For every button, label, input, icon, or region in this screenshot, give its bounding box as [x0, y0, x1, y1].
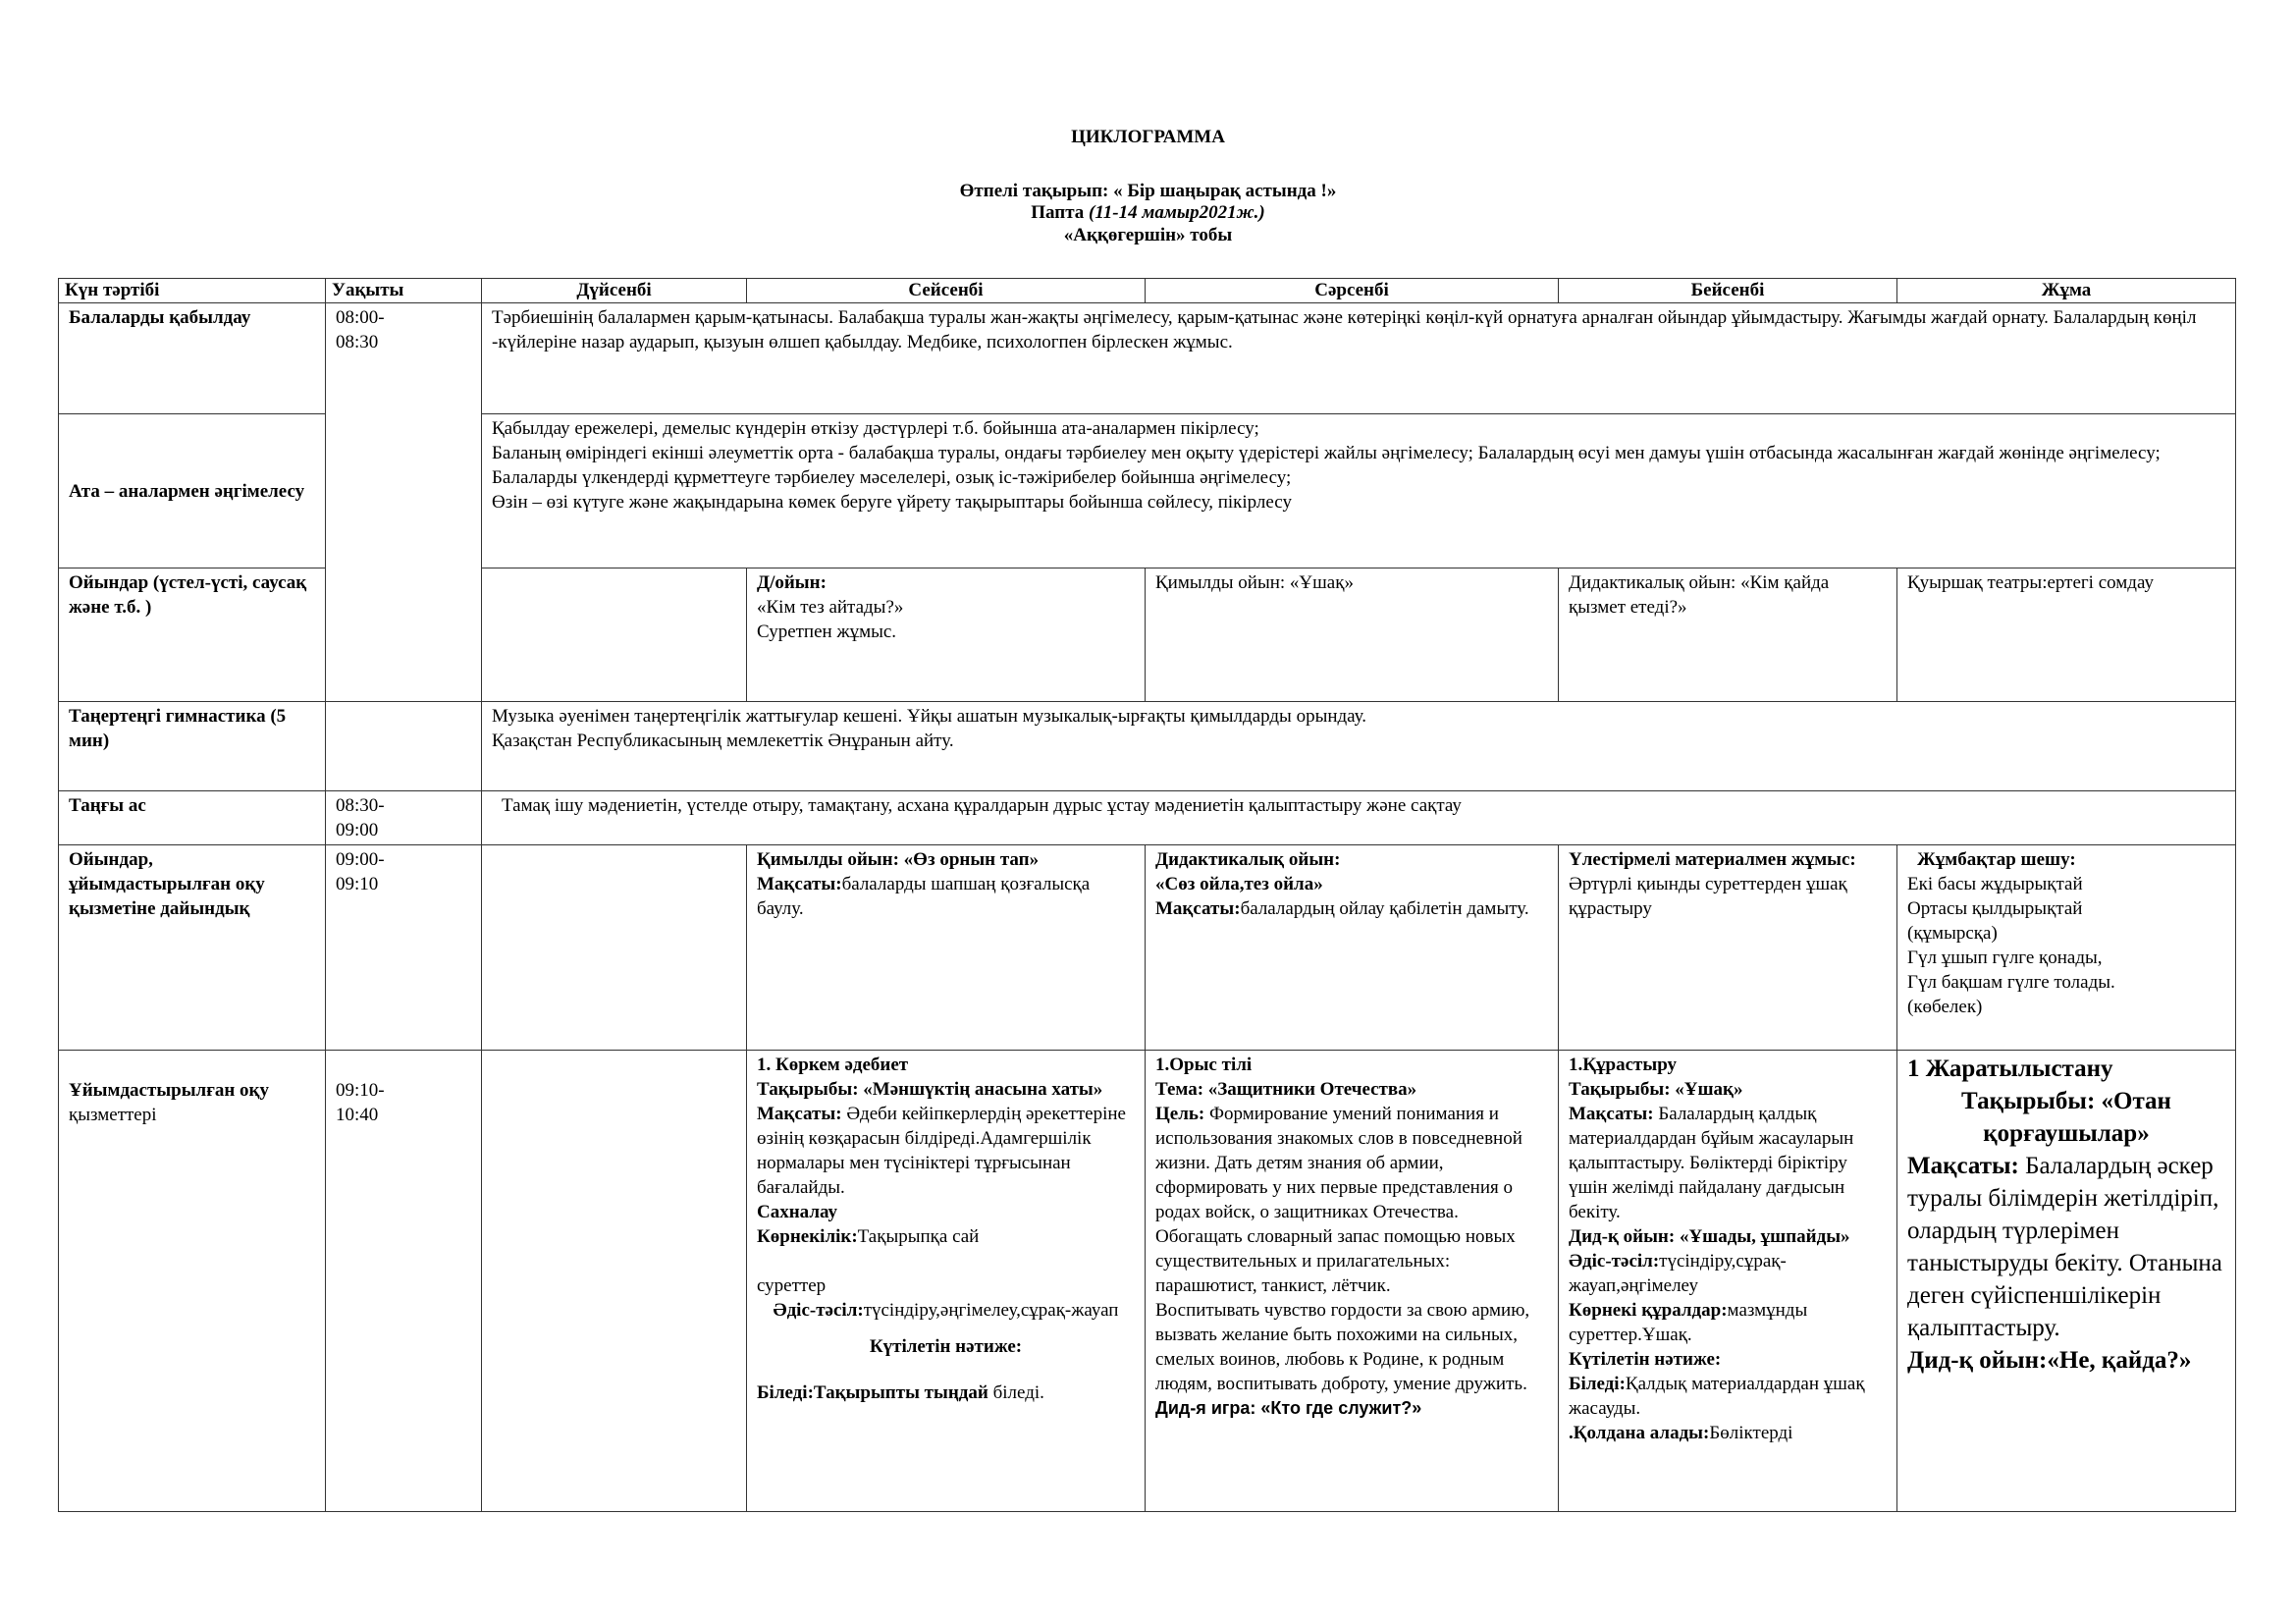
preparation-monday: [482, 845, 747, 1051]
theme-heading: Өтпелі тақырып: « Бір шаңырақ астында !»: [959, 181, 1337, 201]
games-tuesday-line: «Кім тез айтады?»: [757, 597, 904, 618]
time-end: 09:10: [336, 874, 379, 894]
prep-thursday-text: Әртүрлі қиынды суреттерден ұшақ құрастыру: [1569, 874, 1847, 919]
parents-line: Қабылдау ережелері, демелыс күндерін өткізу дәстүрлері т.б. бойынша ата-аналармен пікірлесу;: [492, 418, 1259, 439]
games-label: Ойындар (үстел-үсті, саусақ және т.б. ): [59, 568, 326, 702]
riddle-line: Гүл бақшам гүлге толады.: [1907, 972, 2115, 993]
games-wednesday: Қимылды ойын: «Ұшақ»: [1146, 568, 1559, 702]
riddle-line: Екі басы жұдырықтай: [1907, 874, 2083, 894]
method-text: түсіндіру,әңгімелеу,сұрақ-жауап: [863, 1300, 1119, 1321]
preparation-label: Ойындар, ұйымдастырылған оқу қызметіне дайындық: [59, 845, 326, 1051]
lesson-subject: 1 Жаратылыстану: [1907, 1056, 2113, 1082]
goal-label: Мақсаты:: [757, 874, 842, 894]
lesson-visual-2: суреттер: [757, 1275, 827, 1296]
lessons-friday: [1897, 1051, 2236, 1512]
goal-label: Мақсаты:: [1569, 1104, 1654, 1124]
games-thursday: Дидактикалық ойын: «Кім қайда қызмет етеді?»: [1559, 568, 1897, 702]
prep-wednesday-goal: [1155, 898, 1529, 919]
goal-label: Мақсаты:: [1155, 898, 1241, 919]
games-tuesday-line: Суретпен жұмыс.: [757, 622, 897, 642]
parents-line: Өзін – өзі күтуге және жақындарына көмек беруге үйрету тақырыптары бойынша сөйлесу, пікірлесу: [492, 492, 1292, 513]
col-header-friday: Жұма: [1897, 279, 2236, 303]
gymnastics-line: Қазақстан Республикасының мемлекеттік Әнұранын айту.: [492, 731, 954, 751]
preparation-thursday: [1559, 845, 1897, 1051]
reception-label: Балаларды қабылдау: [59, 303, 326, 414]
col-header-monday: Дүйсенбі: [482, 279, 747, 303]
row-lessons: [59, 1051, 2236, 1512]
col-header-schedule: Күн тәртібі: [59, 279, 326, 303]
knows-label: Біледі:Тақырыпты тыңдай: [757, 1382, 988, 1403]
lesson-visual: [757, 1224, 1135, 1249]
can-text: Бөліктерді: [1709, 1423, 1793, 1443]
row-breakfast: [59, 791, 2236, 845]
method-label: Әдіс-тәсіл:: [1569, 1251, 1660, 1272]
lesson-subject: 1. Көркем әдебиет: [757, 1055, 909, 1075]
riddle-line: (құмырсқа): [1907, 923, 1998, 944]
prep-thursday-title: Үлестірмелі материалмен жұмыс:: [1569, 849, 1856, 870]
breakfast-text: Тамақ ішу мәдениетін, үстелде отыру, тамақтану, асхана құралдарын дұрыс ұстау мәдениетін қалыптастыру және сақтау: [482, 791, 2236, 845]
games-friday: Қуыршақ театры:ертегі сомдау: [1897, 568, 2236, 702]
games-tuesday-title: Д/ойын:: [757, 572, 827, 593]
week-label: Папта: [1031, 202, 1085, 223]
reception-time: [326, 303, 482, 702]
gymnastics-label: Таңертеңгі гимнастика (5 мин): [59, 702, 326, 791]
goal-text: Әдеби кейіпкерлердің әрекеттеріне өзінің көзқарасын білдіреді.Адамгершілік нормалары мен түсініктері тұрғысынан бағалайды.: [757, 1104, 1126, 1198]
lesson-subject: 1.Құрастыру: [1569, 1055, 1678, 1075]
time-end: 08:30: [336, 332, 379, 352]
lesson-knows: [757, 1380, 1135, 1405]
games-tuesday: [747, 568, 1146, 702]
lessons-label: [59, 1051, 326, 1512]
lesson-goal: [1907, 1150, 2225, 1344]
row-gymnastics: [59, 702, 2236, 791]
reception-text: Тәрбиешінің балалармен қарым-қатынасы. Балабақша туралы жан-жақты әңгімелесу, қарым-қатынас және көтеріңкі көңіл-күй орнатуға арналған ойындар ұйымдастыру. Жағымды жағдай орнату. Балалардың көңіл -күйлеріне назар аударып, қызуын өлшеп қабылдау. Медбике, психологпен бірлескен жұмыс.: [482, 303, 2236, 414]
preparation-time: [326, 845, 482, 1051]
goal-text: Балалардың әскер туралы білімдерін жетілдіріп, олардың түрлерімен таныстыруды бекіту. Отанына деген сүйіспеншілікерін қалыптастыру.: [1907, 1153, 2222, 1341]
lesson-visual: [1569, 1298, 1887, 1347]
col-header-time: Уақыты: [326, 279, 482, 303]
knows-text: Қалдық материалдардан ұшақ жасауды.: [1569, 1374, 1865, 1419]
time-end: 10:40: [336, 1105, 379, 1125]
lesson-paragraph: Воспитывать чувство гордости за свою армию, вызвать желание быть похожими на сильных, смелых воинов, любовь к Родине, к родным людям, воспитывать доброту, умение дружить.: [1155, 1300, 1530, 1394]
lesson-paragraph: Обогащать словарный запас помощью новых существительных и прилагательных: парашютист, танкист, лётчик.: [1155, 1226, 1516, 1296]
riddle-line: Гүл ұшып гүлге қонады,: [1907, 947, 2103, 968]
parents-label: Ата – аналармен әңгімелесу: [59, 414, 326, 568]
gymnastics-text: [482, 702, 2236, 791]
lesson-staging: Сахналау: [757, 1202, 838, 1222]
lessons-wednesday: [1146, 1051, 1559, 1512]
lesson-game: Дид-қ ойын: «Ұшады, ұшпайды»: [1569, 1226, 1850, 1247]
riddle-line: (көбелек): [1907, 997, 1983, 1017]
document-title: ЦИКЛОГРАММА: [1071, 127, 1225, 147]
goal-text: Балалардың қалдық материалдардан бұйым жасауларын қалыптастыру. Бөліктерді біріктіру үшін желімді пайдалану дағдысын бекіту.: [1569, 1104, 1854, 1222]
time-end: 09:00: [336, 820, 379, 840]
prep-wednesday-subtitle: «Сөз ойла,тез ойла»: [1155, 874, 1323, 894]
lesson-goal: [1569, 1102, 1887, 1224]
lesson-topic: Тақырыбы: «Отан қорғаушылар»: [1961, 1088, 2171, 1147]
lesson-topic: Тақырыбы: «Мәншүктің анасына хаты»: [757, 1079, 1103, 1100]
goal-text: балалардың ойлау қабілетін дамыту.: [1240, 898, 1529, 919]
visual-label: Көрнекілік:: [757, 1226, 858, 1247]
visual-text: Тақырыпқа сай: [857, 1226, 980, 1247]
col-header-wednesday: Сәрсенбі: [1146, 279, 1559, 303]
lesson-topic: Тақырыбы: «Ұшақ»: [1569, 1079, 1743, 1100]
col-header-thursday: Бейсенбі: [1559, 279, 1897, 303]
knows-label: Біледі:: [1569, 1374, 1626, 1394]
lesson-method: [1569, 1249, 1887, 1298]
gymnastics-line: Музыка әуенімен таңертеңгілік жаттығулар кешені. Ұйқы ашатын музыкалық-ырғақты қимылдарды орындау.: [492, 706, 1366, 727]
visual-text: мазмұнды суреттер.Ұшақ.: [1569, 1300, 1808, 1345]
lesson-knows: [1569, 1372, 1887, 1421]
goal-label: Мақсаты:: [757, 1104, 842, 1124]
lessons-thursday: [1559, 1051, 1897, 1512]
lesson-goal: [757, 1102, 1135, 1200]
prep-tuesday-title: Қимылды ойын: «Өз орнын тап»: [757, 849, 1040, 870]
lessons-monday: [482, 1051, 747, 1512]
preparation-friday: [1897, 845, 2236, 1051]
table-header-row: [59, 279, 2236, 303]
parents-text: [482, 414, 2236, 568]
lessons-tuesday: [747, 1051, 1146, 1512]
lesson-method: [757, 1298, 1135, 1323]
col-header-tuesday: Сейсенбі: [747, 279, 1146, 303]
time-start: 09:10-: [336, 1080, 385, 1101]
lessons-time: [326, 1051, 482, 1512]
goal-label: Цель:: [1155, 1104, 1205, 1124]
preparation-tuesday: [747, 845, 1146, 1051]
time-start: 09:00-: [336, 849, 385, 870]
time-start: 08:00-: [336, 307, 385, 328]
prep-friday-title: Жұмбақтар шешу:: [1917, 849, 2076, 870]
lesson-game: Дид-қ ойын:«Не, қайда?»: [1907, 1347, 2192, 1374]
week-heading: [0, 202, 2296, 224]
goal-text: Формирование умений понимания и использования знакомых слов в повседневной жизни. Дать детям знания об армии, сформировать у них первые представления о родах войск, о защитниках Отечества.: [1155, 1104, 1522, 1222]
visual-label: Көрнекі құралдар:: [1569, 1300, 1728, 1321]
method-label: Әдіс-тәсіл:: [773, 1300, 864, 1321]
group-heading: «Аққөгершін» тобы: [1063, 225, 1233, 245]
goal-label: Мақсаты:: [1907, 1153, 2019, 1179]
lessons-label-bold: Ұйымдастырылған оқу: [69, 1080, 269, 1101]
schedule-table: [58, 278, 2236, 1512]
time-start: 08:30-: [336, 795, 385, 816]
row-reception: [59, 303, 2236, 414]
knows-text: біледі.: [988, 1382, 1044, 1403]
lessons-label-rest: қызметтері: [69, 1105, 157, 1125]
breakfast-label: Таңғы ас: [59, 791, 326, 845]
lesson-result: Күтілетін нәтиже:: [1569, 1349, 1722, 1370]
riddle-line: Ортасы қылдырықтай: [1907, 898, 2083, 919]
goal-text: балаларды шапшаң қозғалысқа баулу.: [757, 874, 1091, 919]
week-dates: (11-14 мамыр2021ж.): [1089, 202, 1265, 223]
lesson-game: Дид-я игра: «Кто где служит?»: [1155, 1398, 1422, 1418]
lesson-topic: Тема: «Защитники Отечества»: [1155, 1079, 1417, 1100]
lesson-result: Күтілетін нәтиже:: [869, 1336, 1023, 1357]
can-label: .Қолдана алады:: [1569, 1423, 1710, 1443]
prep-wednesday-title: Дидактикалық ойын:: [1155, 849, 1341, 870]
preparation-wednesday: [1146, 845, 1559, 1051]
lesson-goal: [1155, 1102, 1548, 1224]
row-preparation: [59, 845, 2236, 1051]
breakfast-time: [326, 791, 482, 845]
parents-line: Баланың өміріндегі екінші әлеуметтік орта - балабақша туралы, ондағы тәрбиелеу мен оқыту үдерістері жайлы әңгімелесу; Балалардың өсуі мен дамуы үшін отбасында жасалынған жағдай жөнінде әңгімелесу;: [492, 443, 2161, 463]
prep-tuesday-goal: [757, 874, 1090, 919]
parents-line: Балаларды үлкендерді құрметтеуге тәрбиелеу мәселелері, озық іс-тәжірибелер бойынша әңгімелесу;: [492, 467, 1292, 488]
games-monday: [482, 568, 747, 702]
lesson-can: [1569, 1421, 1887, 1445]
lesson-subject: 1.Орыс тілі: [1155, 1055, 1253, 1075]
method-text: түсіндіру,сұрақ-жауап,әңгімелеу: [1569, 1251, 1787, 1296]
gymnastics-time: [326, 702, 482, 791]
